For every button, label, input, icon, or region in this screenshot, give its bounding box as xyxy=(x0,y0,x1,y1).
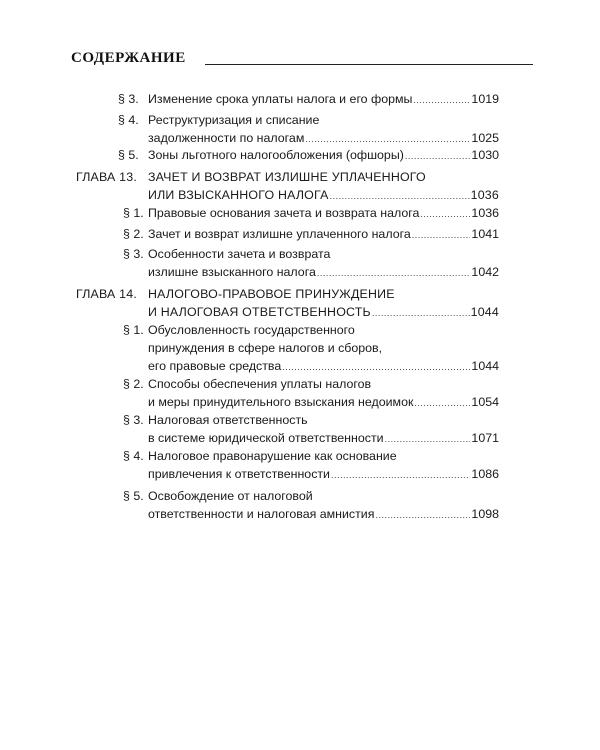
toc-entry[interactable] xyxy=(123,225,499,243)
toc-header xyxy=(71,50,533,74)
toc-title: СОДЕРЖАНИЕ xyxy=(71,50,186,66)
entry-number: § 3. xyxy=(123,413,144,427)
toc-entry[interactable] xyxy=(123,245,499,281)
entry-title: Обусловленность государственного xyxy=(148,323,355,337)
toc-entry[interactable] xyxy=(123,487,499,523)
entry-number: § 2. xyxy=(123,377,144,391)
entry-title: Особенности зачета и возврата xyxy=(148,247,331,261)
dot-leader xyxy=(414,394,470,412)
entry-page: 1025 xyxy=(471,131,499,145)
entry-page: 1019 xyxy=(471,92,499,106)
entry-title-continued: привлечения к ответственности xyxy=(148,467,330,481)
entry-title-continued: задолженности по налогам xyxy=(148,131,305,145)
entry-page: 1054 xyxy=(471,395,499,409)
entry-number: § 5. xyxy=(123,489,144,503)
dot-leader xyxy=(282,358,470,376)
dot-leader xyxy=(385,430,471,448)
entry-number: § 4. xyxy=(118,113,139,127)
entry-number: § 1. xyxy=(123,206,144,220)
chapter-title: НАЛОГОВО-ПРАВОВОЕ ПРИНУЖДЕНИЕ xyxy=(148,287,395,301)
entry-title-continued: в системе юридической ответственности xyxy=(148,431,384,445)
entry-page: 1036 xyxy=(470,188,499,202)
toc-entry[interactable] xyxy=(123,321,499,375)
toc-chapter[interactable] xyxy=(76,168,499,204)
entry-page: 1044 xyxy=(470,305,499,319)
entry-title-continued: и меры принудительного взыскания недоимок xyxy=(148,395,414,409)
entry-title-continued: его правовые средства xyxy=(148,359,282,373)
dot-leader xyxy=(331,466,470,484)
toc-entry[interactable] xyxy=(123,447,499,483)
entry-number: § 1. xyxy=(123,323,144,337)
entry-page: 1098 xyxy=(471,507,499,521)
toc-entry[interactable] xyxy=(118,90,499,108)
chapter-title-continued: И НАЛОГОВАЯ ОТВЕТСТВЕННОСТЬ xyxy=(148,305,371,319)
toc-entry[interactable] xyxy=(123,375,499,411)
dot-leader xyxy=(375,506,470,524)
toc-entry[interactable] xyxy=(118,146,499,164)
entry-page: 1086 xyxy=(471,467,499,481)
header-rule xyxy=(205,64,533,65)
entry-title: Зоны льготного налогообложения (офшоры) xyxy=(148,148,404,162)
chapter-number: ГЛАВА 14. xyxy=(76,287,137,301)
entry-number: § 2. xyxy=(123,227,144,241)
dot-leader xyxy=(420,205,470,223)
entry-title-continued: ответственности и налоговая амнистия xyxy=(148,507,375,521)
entry-page: 1041 xyxy=(471,227,499,241)
entry-title-continued: излишне взысканного налога xyxy=(148,265,316,279)
entry-number: § 3. xyxy=(123,247,144,261)
chapter-title: ЗАЧЕТ И ВОЗВРАТ ИЗЛИШНЕ УПЛАЧЕННОГО xyxy=(148,170,426,184)
entry-title: Правовые основания зачета и возврата налога xyxy=(148,206,420,220)
entry-title: Зачет и возврат излишне уплаченного налога xyxy=(148,227,411,241)
entry-title-continued: принуждения в сфере налогов и сборов, xyxy=(148,341,383,355)
entry-title: Налоговое правонарушение как основание xyxy=(148,449,397,463)
chapter-number: ГЛАВА 13. xyxy=(76,170,137,184)
entry-title: Реструктуризация и списание xyxy=(148,113,320,127)
entry-title: Освобождение от налоговой xyxy=(148,489,313,503)
entry-number: § 5. xyxy=(118,148,139,162)
entry-number: § 4. xyxy=(123,449,144,463)
dot-leader xyxy=(317,264,471,282)
toc-chapter[interactable] xyxy=(76,285,499,321)
entry-title: Налоговая ответственность xyxy=(148,413,308,427)
entry-title: Изменение срока уплаты налога и его формы xyxy=(148,92,413,106)
entry-page: 1042 xyxy=(471,265,499,279)
entry-number: § 3. xyxy=(118,92,139,106)
dot-leader xyxy=(412,226,471,244)
entry-title: Способы обеспечения уплаты налогов xyxy=(148,377,372,391)
toc-entry[interactable] xyxy=(123,411,499,447)
entry-page: 1036 xyxy=(471,206,499,220)
chapter-title-continued: ИЛИ ВЗЫСКАННОГО НАЛОГА xyxy=(148,188,329,202)
entry-page: 1071 xyxy=(471,431,499,445)
toc-entry[interactable] xyxy=(118,111,499,147)
entry-page: 1044 xyxy=(471,359,499,373)
dot-leader xyxy=(405,147,471,165)
entry-page: 1030 xyxy=(471,148,499,162)
dot-leader xyxy=(330,187,470,205)
dot-leader xyxy=(372,304,470,322)
dot-leader xyxy=(413,91,470,109)
toc-entry[interactable] xyxy=(123,204,499,222)
